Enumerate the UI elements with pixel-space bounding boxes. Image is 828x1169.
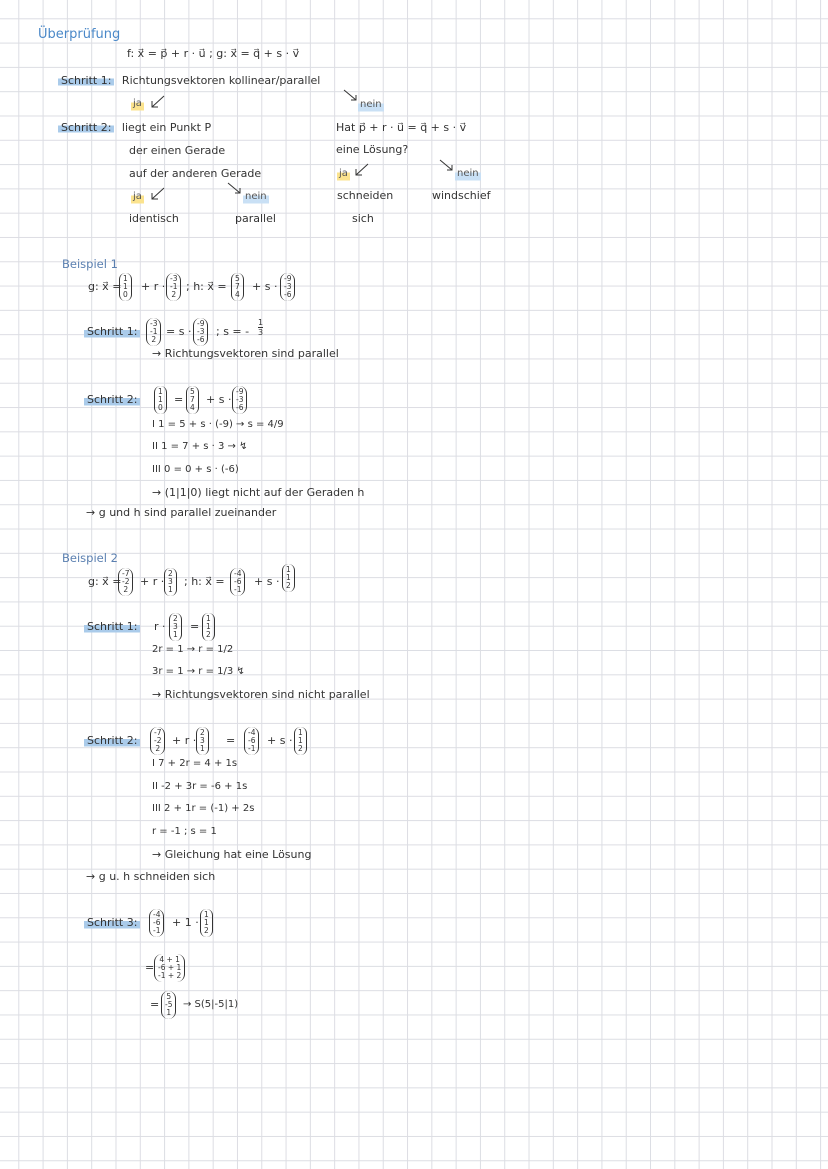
b2-s1-line1: 2r = 1 → r = 1/2 xyxy=(152,644,234,655)
b2-eq2: II -2 + 3r = -6 + 1s xyxy=(152,781,248,792)
arrow-ja2-icon xyxy=(148,186,168,202)
b2-s3-q-vector: -4 -6 -1 xyxy=(149,909,164,937)
identisch-label: identisch xyxy=(129,212,179,225)
hat-loesung-line2: eine Lösung? xyxy=(336,143,409,156)
b1-conclusion2: → g und h sind parallel zueinander xyxy=(86,506,277,519)
b1-g-label: g: x⃗ = xyxy=(88,280,122,293)
schritt1-row xyxy=(58,74,320,88)
ja2-label: ja xyxy=(133,191,142,202)
b2-s2-eq: = xyxy=(226,734,236,747)
b2-g-label: g: x⃗ = xyxy=(88,575,122,588)
b2-s1-text: → Richtungsvektoren sind nicht parallel xyxy=(152,688,370,701)
nein3-label: nein xyxy=(457,168,479,179)
b1-s1-eq: = s · xyxy=(166,325,192,338)
b2-s2-u-vector: 2 3 1 xyxy=(196,727,209,755)
b1-schritt2-label: Schritt 2: xyxy=(84,393,140,407)
ja3-label: ja xyxy=(339,168,348,179)
b1-conclusion2-text: g und h sind parallel zueinander xyxy=(98,506,277,519)
b2-g-p-vector: -7 -2 2 xyxy=(118,568,133,596)
b1-eq1: I 1 = 5 + s · (-9) → s = 4/9 xyxy=(152,419,284,430)
b1-s1-s-value: ; s = - xyxy=(216,325,250,338)
b2-eq3: III 2 + 1r = (-1) + 2s xyxy=(152,803,255,814)
arrow-ja1-icon xyxy=(148,94,168,110)
b2-s3-eq2: = xyxy=(145,961,155,974)
b2-s1-u-vector: 2 3 1 xyxy=(169,613,182,641)
page-title: Überprüfung xyxy=(38,27,121,42)
b2-eq4: r = -1 ; s = 1 xyxy=(152,826,217,837)
b2-h-q-vector: -4 -6 -1 xyxy=(230,568,245,596)
nein2-label: nein xyxy=(245,191,267,202)
schritt2-text1: liegt ein Punkt P xyxy=(121,121,212,134)
b2-s2-q-vector: -4 -6 -1 xyxy=(244,727,259,755)
b2-conclusion: → g u. h schneiden sich xyxy=(86,870,216,883)
schritt2-label: Schritt 2: xyxy=(58,121,114,134)
b2-s2-p-vector: -7 -2 2 xyxy=(150,727,165,755)
b1-h-label: ; h: x⃗ = xyxy=(186,280,227,293)
b1-s1-text: → Richtungsvektoren sind parallel xyxy=(152,347,339,360)
nein1-label: nein xyxy=(360,99,382,110)
arrow-ja3-icon xyxy=(352,162,372,178)
b2-schritt1-label: Schritt 1: xyxy=(84,620,140,634)
b2-h-v-vector: 1 1 2 xyxy=(282,564,295,592)
schritt1-label: Schritt 1: xyxy=(58,74,114,87)
hat-loesung-line1: Hat p⃗ + r · u⃗ = q⃗ + s · v⃗ xyxy=(336,121,467,134)
b2-s1-line2: 3r = 1 → r = 1/3 ↯ xyxy=(152,666,245,677)
b1-eq2: II 1 = 7 + s · 3 → ↯ xyxy=(152,441,248,452)
b1-h-v-vector: -9 -3 -6 xyxy=(280,273,295,301)
beispiel1-title: Beispiel 1 xyxy=(62,257,118,271)
b1-eq3: III 0 = 0 + s · (-6) xyxy=(152,464,239,475)
b1-s1-u-vector: -3 -1 2 xyxy=(146,318,161,346)
b2-s3-eq3: = xyxy=(150,998,160,1011)
sich-label: sich xyxy=(352,212,374,225)
parallel-label: parallel xyxy=(235,212,276,225)
schritt1-text: Richtungsvektoren kollinear/parallel xyxy=(121,74,321,87)
b1-h-q-vector: 5 7 4 xyxy=(231,273,244,301)
beispiel2-title: Beispiel 2 xyxy=(62,551,118,565)
b1-s1-frac: $\frac{1}{3}$ xyxy=(258,318,264,337)
schritt2-row xyxy=(58,121,211,135)
b2-s1-v-vector: 1 1 2 xyxy=(202,613,215,641)
b2-eq5: → Gleichung hat eine Lösung xyxy=(152,848,312,861)
b2-s2-plus-s: + s · xyxy=(267,734,293,747)
b2-g-u-vector: 2 3 1 xyxy=(164,568,177,596)
b2-plus-r: + r · xyxy=(140,575,165,588)
b1-s2-plus-s: + s · xyxy=(206,393,232,406)
ja1-label: ja xyxy=(133,98,142,109)
b2-schritt2-label: Schritt 2: xyxy=(84,734,140,748)
b1-s2-eq: = xyxy=(174,393,184,406)
schritt2-text2: der einen Gerade xyxy=(129,144,226,157)
b2-s1-r: r · xyxy=(154,620,166,633)
b1-s1-v-vector: -9 -3 -6 xyxy=(193,318,208,346)
b2-s1-eq: = xyxy=(190,620,200,633)
b1-plus-s: + s · xyxy=(252,280,278,293)
b1-s2-p-vector: 1 1 0 xyxy=(154,386,167,414)
b1-g-p-vector: 1 1 0 xyxy=(119,273,132,301)
b1-conclusion1: → (1|1|0) liegt nicht auf der Geraden h xyxy=(152,486,365,499)
b2-s3-plus: + 1 · xyxy=(172,916,199,929)
b2-eq1: I 7 + 2r = 4 + 1s xyxy=(152,758,238,769)
b2-s3-result: → S(5|-5|1) xyxy=(183,999,239,1010)
b1-schritt1-label: Schritt 1: xyxy=(84,325,140,339)
b2-s2-plus-r: + r · xyxy=(172,734,197,747)
b1-plus-r: + r · xyxy=(141,280,166,293)
b1-s2-q-vector: 5 7 4 xyxy=(186,386,199,414)
b2-s2-v-vector: 1 1 2 xyxy=(294,727,307,755)
b2-s3-v-vector: 1 1 2 xyxy=(200,909,213,937)
b2-schritt3-label: Schritt 3: xyxy=(84,916,140,930)
b2-plus-s: + s · xyxy=(254,575,280,588)
b1-g-u-vector: -3 -1 2 xyxy=(166,273,181,301)
schritt2-text3: auf der anderen Gerade xyxy=(129,167,262,180)
windschief-label: windschief xyxy=(432,189,491,202)
b2-s3-result-vector: 5 -5 1 xyxy=(161,991,176,1019)
schneiden-label: schneiden xyxy=(337,189,394,202)
b1-s2-v-vector: -9 -3 -6 xyxy=(232,386,247,414)
header-formula: f: x⃗ = p⃗ + r · u⃗ ; g: x⃗ = q⃗ + s · v⃗ xyxy=(127,47,300,60)
b2-s3-sum-vector: 4 + 1 -6 + 1 -1 + 2 xyxy=(154,954,185,982)
b2-h-label: ; h: x⃗ = xyxy=(184,575,225,588)
b2-conclusion-text: g u. h schneiden sich xyxy=(98,870,216,883)
